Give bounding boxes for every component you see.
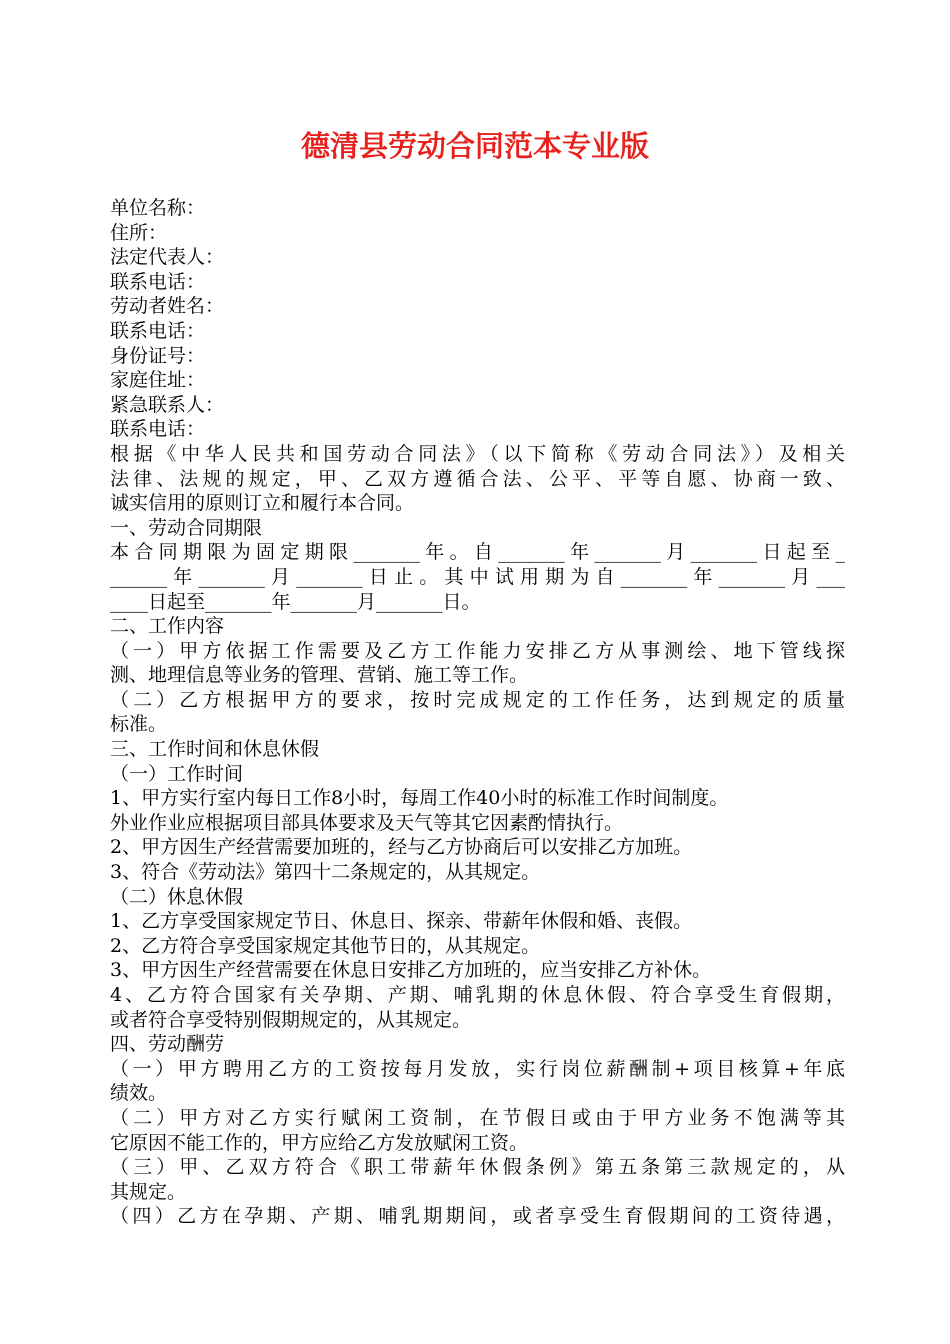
text-line: 根据《中华人民共和国劳动合同法》（以下简称《劳动合同法》）及相关 xyxy=(110,442,845,465)
text-line: （一）工作时间 xyxy=(110,762,244,785)
text-line: 四、劳动酬劳 xyxy=(110,1033,225,1056)
text-line: 住所： xyxy=(110,221,168,244)
text-line: 一、劳动合同期限 xyxy=(110,516,263,539)
text-line: 联系电话： xyxy=(110,418,206,441)
text-line: 3、甲方因生产经营需要在休息日安排乙方加班的，应当安排乙方补休。 xyxy=(110,959,712,982)
text-line: 1、甲方实行室内每日工作8小时，每周工作40小时的标准工作时间制度。 xyxy=(110,787,729,810)
text-line: 劳动者姓名： xyxy=(110,295,225,318)
text-line: 身份证号： xyxy=(110,344,206,367)
text-line: （二）甲方对乙方实行赋闲工资制，在节假日或由于甲方业务不饱满等其 xyxy=(110,1106,845,1129)
text-line: ______年_______月_______日止。其中试用期为自_______年_______月___ xyxy=(110,565,845,588)
text-line: 本合同期限为固定期限_______年。自_______年_______月_______日起至_ xyxy=(110,541,845,564)
text-line: （一）甲方依据工作需要及乙方工作能力安排乙方从事测绘、地下管线探 xyxy=(110,639,845,662)
text-line: 单位名称： xyxy=(110,197,206,219)
text-line: 2、乙方符合享受国家规定其他节日的，从其规定。 xyxy=(110,934,541,957)
text-line: 2、甲方因生产经营需要加班的，经与乙方协商后可以安排乙方加班。 xyxy=(110,836,693,859)
text-line: 诚实信用的原则订立和履行本合同。 xyxy=(110,492,415,515)
text-line: （二）乙方根据甲方的要求，按时完成规定的工作任务，达到规定的质量 xyxy=(110,688,845,711)
text-line: （四）乙方在孕期、产期、哺乳期期间，或者享受生育假期间的工资待遇， xyxy=(110,1205,845,1228)
text-line: 二、工作内容 xyxy=(110,615,225,638)
text-line: 1、乙方享受国家规定节日、休息日、探亲、带薪年休假和婚、丧假。 xyxy=(110,910,693,933)
text-line: 4、乙方符合国家有关孕期、产期、哺乳期的休息休假、符合享受生育假期， xyxy=(110,984,845,1006)
text-line: 外业作业应根据项目部具体要求及天气等其它因素酌情执行。 xyxy=(110,811,624,834)
text-line: 联系电话： xyxy=(110,270,206,293)
text-line: 紧急联系人： xyxy=(110,393,225,416)
document-title: 德清县劳动合同范本专业版 xyxy=(300,129,649,163)
text-line: 3、符合《劳动法》第四十二条规定的，从其规定。 xyxy=(110,861,541,884)
text-line: 绩效。 xyxy=(110,1082,168,1105)
document-body xyxy=(110,196,845,1229)
text-line: 法定代表人： xyxy=(110,246,225,269)
text-line: 家庭住址： xyxy=(110,369,206,392)
text-line: 联系电话： xyxy=(110,319,206,342)
text-line: 法律、法规的规定，甲、乙双方遵循合法、公平、平等自愿、协商一致、 xyxy=(110,467,845,490)
text-line: 或者符合享受特别假期规定的，从其规定。 xyxy=(110,1008,472,1031)
text-line: 测、地理信息等业务的管理、营销、施工等工作。 xyxy=(110,664,529,687)
text-line: （三）甲、乙双方符合《职工带薪年休假条例》第五条第三款规定的，从 xyxy=(110,1156,845,1179)
text-line: 其规定。 xyxy=(110,1180,187,1203)
text-line: （二）休息休假 xyxy=(110,885,244,908)
text-line: （一）甲方聘用乙方的工资按每月发放，实行岗位薪酬制+项目核算+年底 xyxy=(110,1057,845,1080)
text-line: ____日起至_______年_______月_______日。 xyxy=(110,590,481,613)
text-line: 标准。 xyxy=(110,713,168,736)
text-line: 三、工作时间和休息休假 xyxy=(110,738,320,761)
text-line: 它原因不能工作的，甲方应给乙方发放赋闲工资。 xyxy=(110,1131,529,1154)
